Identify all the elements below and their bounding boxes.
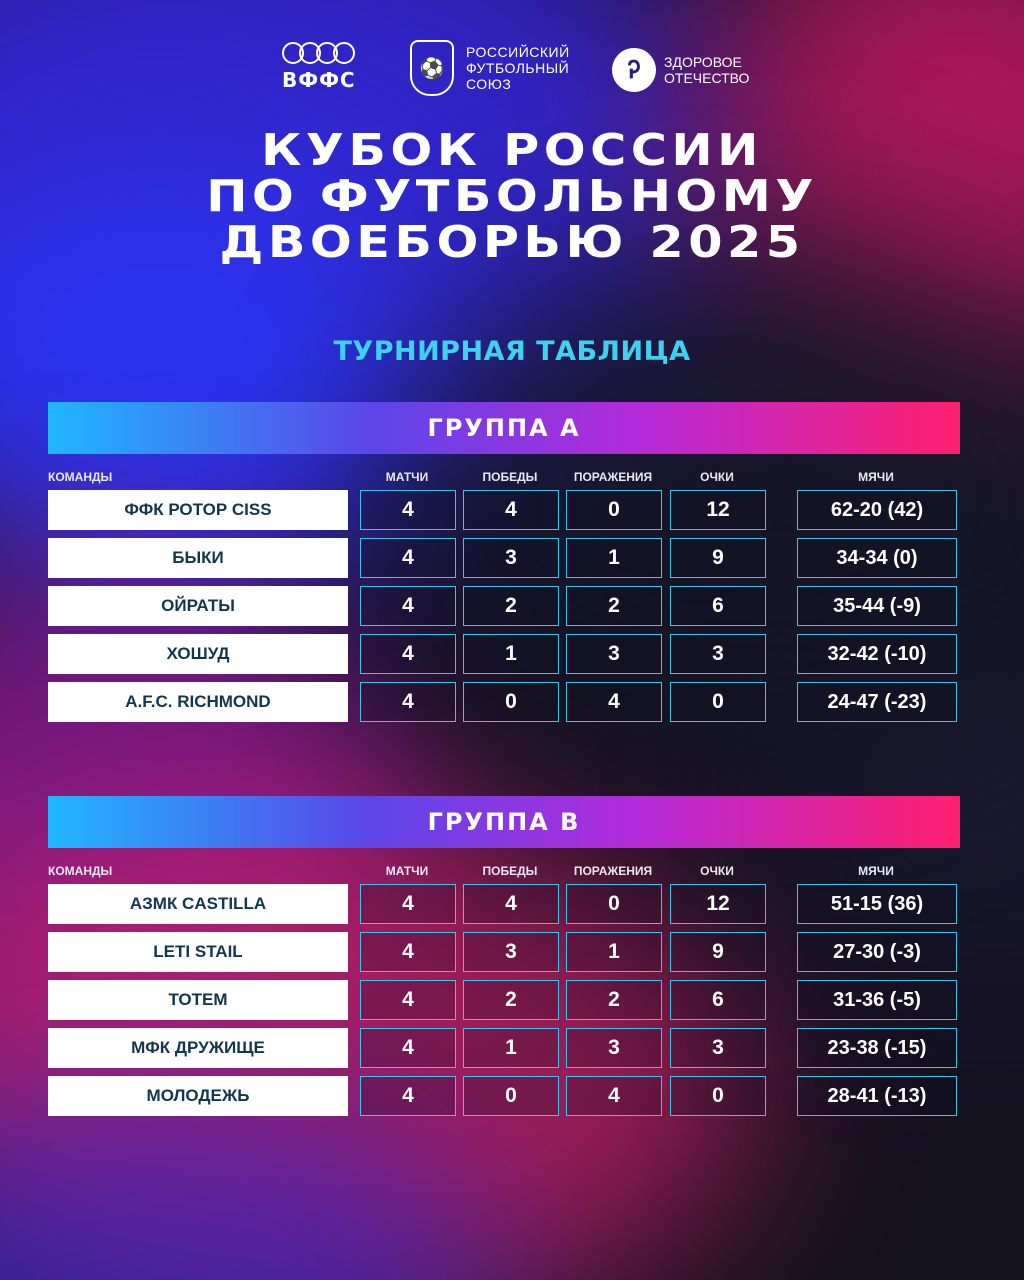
team-name: ТОТЕМ: [48, 980, 348, 1020]
cell-losses: 1: [566, 538, 662, 578]
cell-losses: 3: [566, 1028, 662, 1068]
header-wins: ПОБЕДЫ: [482, 864, 538, 878]
cell-matches: 4: [360, 634, 456, 674]
table-row: [48, 980, 960, 1020]
table-row: [48, 538, 960, 578]
cell-losses: 3: [566, 634, 662, 674]
team-name: LETI STAIL: [48, 932, 348, 972]
header-goals: МЯЧИ: [858, 864, 894, 878]
cell-goals: 34-34 (0): [797, 538, 957, 578]
cell-goals: 32-42 (-10): [797, 634, 957, 674]
group-table: [48, 402, 960, 730]
team-name: МОЛОДЕЖЬ: [48, 1076, 348, 1116]
header-teams: КОМАНДЫ: [48, 470, 113, 484]
group-banner: ГРУППА А: [48, 402, 960, 454]
cell-goals: 31-36 (-5): [797, 980, 957, 1020]
cell-points: 0: [670, 1076, 766, 1116]
cell-wins: 3: [463, 538, 559, 578]
cell-points: 6: [670, 586, 766, 626]
title-line: КУБОК РОССИИ: [261, 125, 763, 176]
table-row: [48, 932, 960, 972]
cell-matches: 4: [360, 1076, 456, 1116]
cell-wins: 1: [463, 634, 559, 674]
ball-emblem-icon: ⚽: [410, 40, 454, 96]
cell-losses: 0: [566, 490, 662, 530]
cell-points: 9: [670, 538, 766, 578]
table-row: [48, 884, 960, 924]
team-name: ОЙРАТЫ: [48, 586, 348, 626]
table-row: [48, 586, 960, 626]
cell-goals: 51-15 (36): [797, 884, 957, 924]
title-line: ДВОЕБОРЬЮ 2025: [219, 217, 805, 268]
zo-logo-line: ЗДОРОВОЕ: [664, 54, 742, 70]
rfs-logo-line: РОССИЙСКИЙ: [466, 44, 570, 60]
cell-matches: 4: [360, 490, 456, 530]
table-row: [48, 490, 960, 530]
zo-logo: [612, 48, 749, 92]
cell-matches: 4: [360, 1028, 456, 1068]
rings-icon: [282, 42, 355, 64]
cell-points: 12: [670, 884, 766, 924]
cell-points: 6: [670, 980, 766, 1020]
cell-matches: 4: [360, 538, 456, 578]
team-name: АЗМК CASTILLA: [48, 884, 348, 924]
cell-matches: 4: [360, 586, 456, 626]
vffs-logo-text: ВФФС: [282, 68, 356, 92]
team-name: ХОШУД: [48, 634, 348, 674]
table-row: [48, 1028, 960, 1068]
cell-losses: 2: [566, 586, 662, 626]
cell-wins: 1: [463, 1028, 559, 1068]
cell-wins: 2: [463, 586, 559, 626]
cell-matches: 4: [360, 682, 456, 722]
cell-wins: 4: [463, 490, 559, 530]
team-name: БЫКИ: [48, 538, 348, 578]
cell-wins: 3: [463, 932, 559, 972]
cell-goals: 35-44 (-9): [797, 586, 957, 626]
cell-points: 3: [670, 634, 766, 674]
cell-wins: 0: [463, 1076, 559, 1116]
zo-logo-line: ОТЕЧЕСТВО: [664, 70, 750, 86]
rfs-logo: [410, 40, 570, 96]
header-goals: МЯЧИ: [858, 470, 894, 484]
cell-points: 0: [670, 682, 766, 722]
cell-wins: 2: [463, 980, 559, 1020]
cell-points: 12: [670, 490, 766, 530]
cell-wins: 4: [463, 884, 559, 924]
column-headers: [48, 454, 960, 490]
header-teams: КОМАНДЫ: [48, 864, 113, 878]
title-line: ПО ФУТБОЛЬНОМУ: [206, 171, 818, 222]
cell-goals: 24-47 (-23): [797, 682, 957, 722]
cell-goals: 28-41 (-13): [797, 1076, 957, 1116]
cell-points: 9: [670, 932, 766, 972]
cell-matches: 4: [360, 980, 456, 1020]
page-title: [0, 125, 1024, 268]
cell-losses: 4: [566, 682, 662, 722]
cell-losses: 4: [566, 1076, 662, 1116]
header-points: ОЧКИ: [700, 864, 734, 878]
team-name: ФФК РОТОР CISS: [48, 490, 348, 530]
cell-goals: 27-30 (-3): [797, 932, 957, 972]
page-subtitle: ТУРНИРНАЯ ТАБЛИЦА: [333, 336, 691, 367]
cell-losses: 0: [566, 884, 662, 924]
vffs-logo: [282, 42, 356, 92]
cell-matches: 4: [360, 884, 456, 924]
table-row: [48, 634, 960, 674]
cell-wins: 0: [463, 682, 559, 722]
team-name: МФК ДРУЖИЩЕ: [48, 1028, 348, 1068]
column-headers: [48, 848, 960, 884]
header-wins: ПОБЕДЫ: [482, 470, 538, 484]
cell-goals: 23-38 (-15): [797, 1028, 957, 1068]
cell-points: 3: [670, 1028, 766, 1068]
logo-bar: [0, 40, 1024, 110]
table-row: [48, 682, 960, 722]
header-matches: МАТЧИ: [385, 470, 429, 484]
cell-matches: 4: [360, 932, 456, 972]
rfs-logo-line: СОЮЗ: [466, 76, 512, 92]
group-table: [48, 796, 960, 1124]
group-banner: ГРУППА B: [48, 796, 960, 848]
table-row: [48, 1076, 960, 1116]
header-points: ОЧКИ: [700, 470, 734, 484]
team-name: A.F.C. RICHMOND: [48, 682, 348, 722]
header-matches: МАТЧИ: [385, 864, 429, 878]
header-losses: ПОРАЖЕНИЯ: [573, 470, 653, 484]
header-losses: ПОРАЖЕНИЯ: [573, 864, 653, 878]
cell-losses: 1: [566, 932, 662, 972]
rfs-logo-line: ФУТБОЛЬНЫЙ: [466, 60, 570, 76]
cell-goals: 62-20 (42): [797, 490, 957, 530]
zo-emblem-icon: Ꭾ: [612, 48, 656, 92]
cell-losses: 2: [566, 980, 662, 1020]
